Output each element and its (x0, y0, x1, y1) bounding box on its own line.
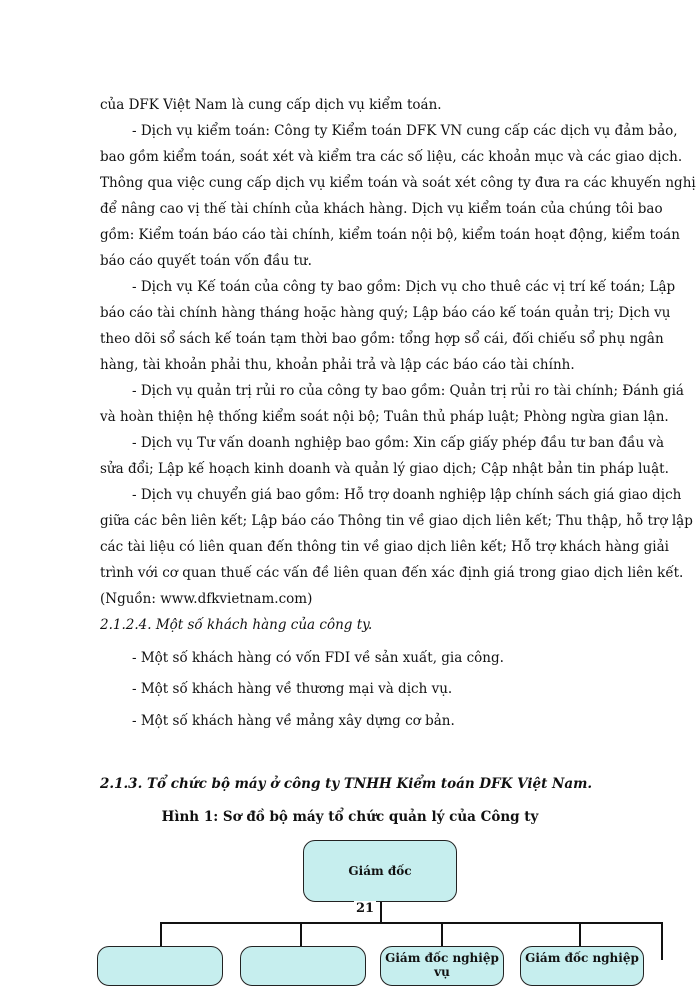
source-citation: (Nguồn: www.dfkvietnam.com) (100, 591, 313, 607)
connector-line (441, 922, 443, 948)
paragraph-line: để nâng cao vị thế tài chính của khách hàng. Dịch vụ kiểm toán của chúng tôi bao (100, 201, 663, 217)
list-item: - Một số khách hàng có vốn FDI về sản xuất, gia công. (132, 650, 504, 666)
section-heading-2-1-2-4: 2.1.2.4. Một số khách hàng của công ty. (100, 617, 373, 633)
org-box-label: Giám đốc nghiệp vụ (385, 951, 499, 979)
paragraph-line: sửa đổi; Lập kế hoạch kinh doanh và quản lý giao dịch; Cập nhật bản tin pháp luật. (100, 461, 669, 477)
list-item: - Một số khách hàng về mảng xây dựng cơ bản. (132, 713, 455, 729)
org-box-department (240, 946, 366, 986)
paragraph-line: của DFK Việt Nam là cung cấp dịch vụ kiểm toán. (100, 97, 442, 113)
paragraph-line: - Dịch vụ quản trị rủi ro của công ty bao gồm: Quản trị rủi ro tài chính; Đánh giá (132, 383, 684, 399)
paragraph-line: Thông qua việc cung cấp dịch vụ kiểm toán và soát xét công ty đưa ra các khuyến nghị (100, 175, 696, 191)
paragraph-line: - Dịch vụ kiểm toán: Công ty Kiểm toán DFK VN cung cấp các dịch vụ đảm bảo, (132, 123, 678, 139)
paragraph-line: hàng, tài khoản phải thu, khoản phải trả và lập các báo cáo tài chính. (100, 357, 575, 373)
paragraph-line: - Dịch vụ Kế toán của công ty bao gồm: Dịch vụ cho thuê các vị trí kế toán; Lập (132, 279, 676, 295)
org-box-department (380, 946, 504, 986)
paragraph-line: giữa các bên liên kết; Lập báo cáo Thông tin về giao dịch liên kết; Thu thập, hỗ trợ lập (100, 513, 693, 529)
connector-line (579, 922, 581, 948)
connector-line (160, 922, 162, 948)
paragraph-line: báo cáo tài chính hàng tháng hoặc hàng quý; Lập báo cáo kế toán quản trị; Dịch vụ (100, 305, 671, 321)
org-box-department (97, 946, 223, 986)
connector-line (380, 902, 382, 924)
paragraph-line: bao gồm kiểm toán, soát xét và kiểm tra các số liệu, các khoản mục và các giao dịch. (100, 149, 683, 165)
paragraph-line: - Dịch vụ chuyển giá bao gồm: Hỗ trợ doanh nghiệp lập chính sách giá giao dịch (132, 487, 682, 503)
section-heading-2-1-3: 2.1.3. Tổ chức bộ máy ở công ty TNHH Kiểm toán DFK Việt Nam. (100, 776, 593, 792)
list-item: - Một số khách hàng về thương mại và dịch vụ. (132, 681, 453, 697)
org-box-director-label: Giám đốc (348, 864, 412, 878)
paragraph-line: gồm: Kiểm toán báo cáo tài chính, kiểm toán nội bộ, kiểm toán hoạt động, kiểm toán (100, 227, 680, 243)
connector-line (300, 922, 302, 948)
paragraph-line: - Dịch vụ Tư vấn doanh nghiệp bao gồm: Xin cấp giấy phép đầu tư ban đầu và (132, 435, 665, 451)
paragraph-line: và hoàn thiện hệ thống kiểm soát nội bộ; Tuân thủ pháp luật; Phòng ngừa gian lận. (100, 409, 669, 425)
org-box-label: Giám đốc nghiệp (525, 951, 639, 965)
paragraph-line: các tài liệu có liên quan đến thông tin về giao dịch liên kết; Hỗ trợ khách hàng giải (100, 539, 669, 555)
paragraph-line: theo dõi sổ sách kế toán tạm thời bao gồm: tổng hợp sổ cái, đối chiếu sổ phụ ngân (100, 331, 664, 347)
org-box-department (520, 946, 644, 986)
connector-line (661, 922, 663, 960)
figure-title: Hình 1: Sơ đồ bộ máy tổ chức quản lý của Công ty (161, 809, 539, 825)
paragraph-line: báo cáo quyết toán vốn đầu tư. (100, 253, 312, 269)
org-box-director (303, 840, 457, 902)
connector-line (160, 922, 663, 924)
paragraph-line: trình với cơ quan thuế các vấn đề liên quan đến xác định giá trong giao dịch liên kết. (100, 565, 684, 581)
page-number: 21 (356, 901, 375, 916)
